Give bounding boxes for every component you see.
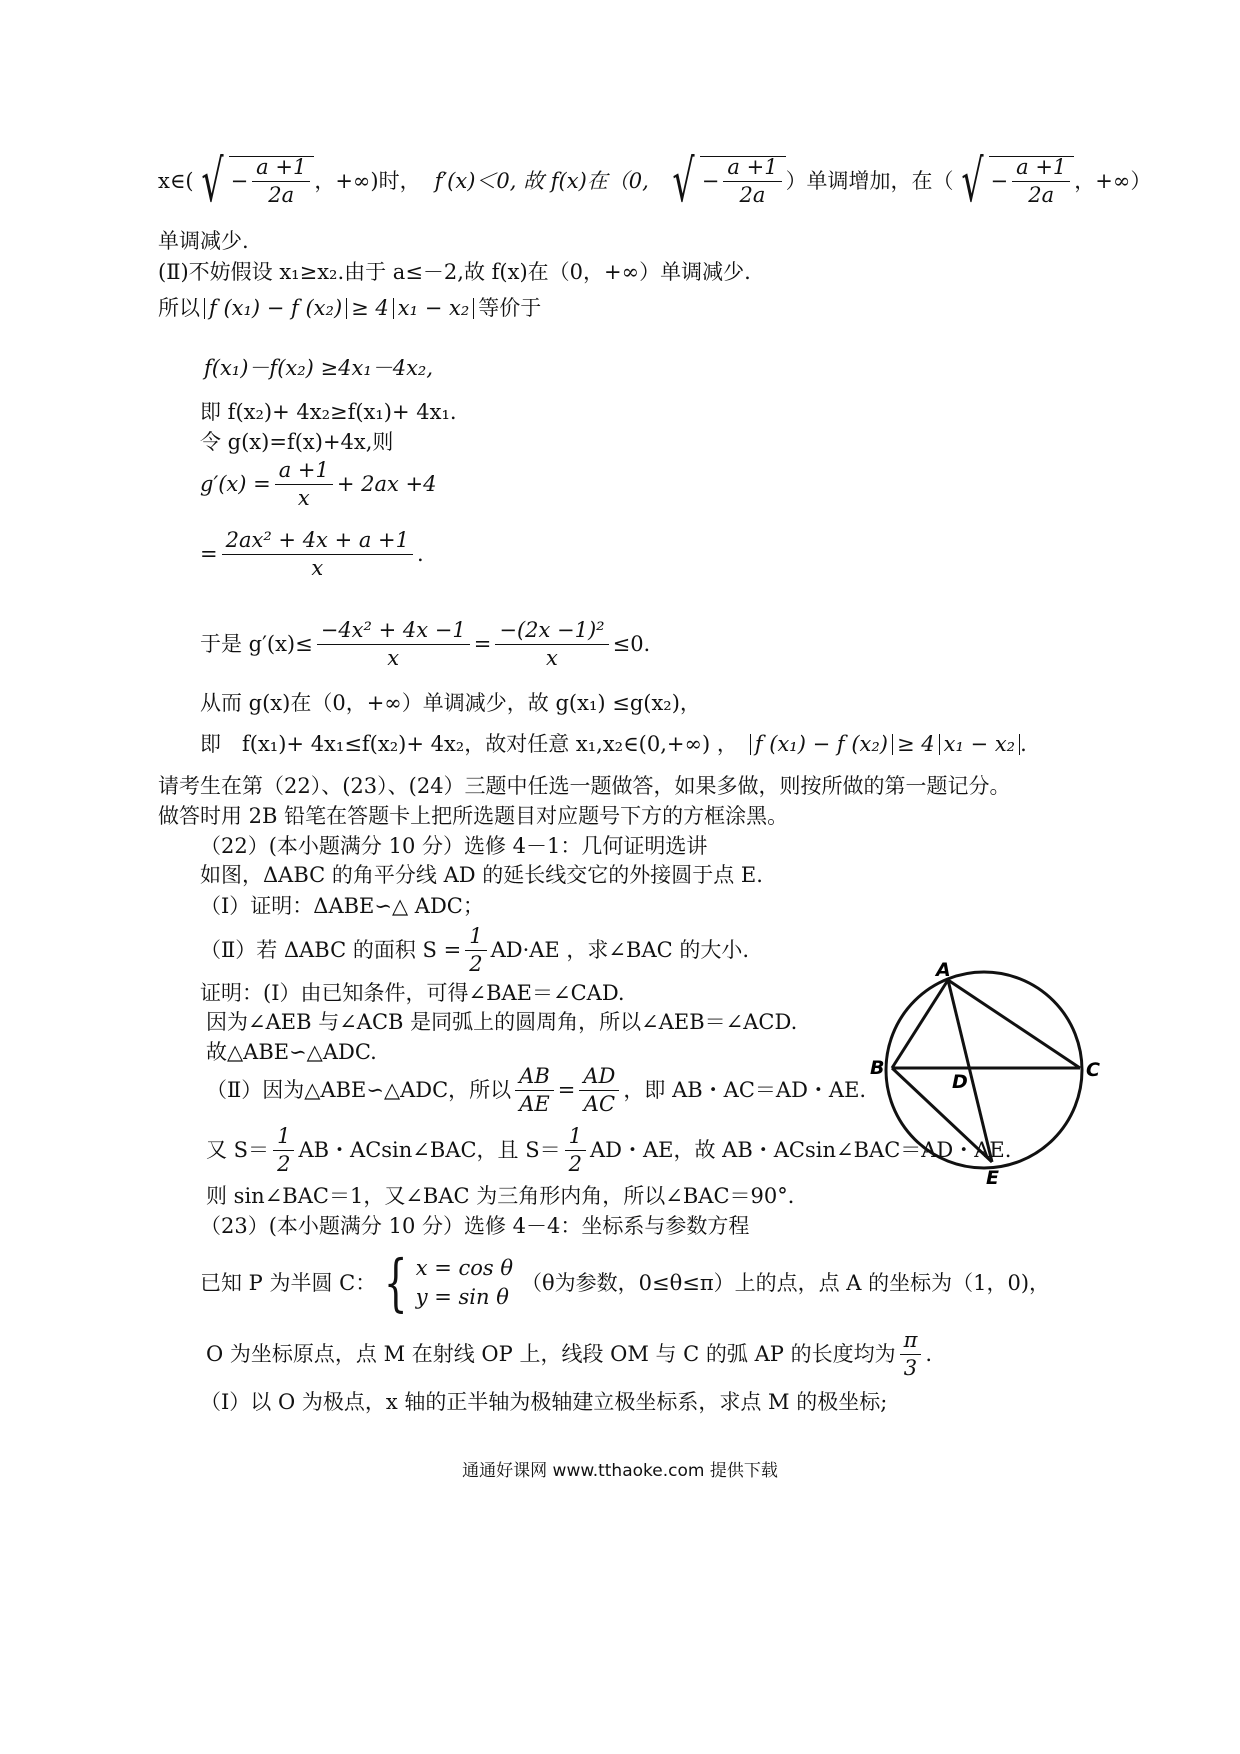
text-increasing: ）单调增加，在（ <box>785 168 954 193</box>
parametric-system: { x = cos θ y = sin θ <box>384 1246 513 1319</box>
equivalence-line: 所以 f (x₁) − f (x₂) ≥ 4 x₁ − x₂ 等价于 <box>158 296 542 320</box>
text-x-in: x∈( <box>158 168 194 193</box>
proof-ii-line-1: （Ⅱ）因为△ABE∽△ADC，所以 $\frac{AB}{AE}$ = $\frac{AD}{AC}$ ，即 AB・AC＝AD・AE. <box>206 1064 867 1116</box>
abs-x-diff: x₁ − x₂ <box>393 298 474 319</box>
segment-ac <box>948 980 1080 1068</box>
q22-statement: 如图，ΔABC 的角平分线 AD 的延长线交它的外接圆于点 E. <box>200 863 763 887</box>
text-decreasing: 单调减少. <box>158 229 249 253</box>
conclusion-line: 即 f(x₁)+ 4x₁≤f(x₂)+ 4x₂，故对任意 x₁,x₂∈(0,+∞) ， f (x₁) − f (x₂) ≥ 4 x₁ − x₂ . <box>200 732 1027 756</box>
circle-figure <box>856 952 1116 1192</box>
label-d: D <box>952 1071 968 1093</box>
sqrt-expression-3: √ − $\frac{a +1}{2a}$ <box>954 152 1075 210</box>
proof-ii-line-2: 又 S＝ $\frac{1}{2}$ AB・ACsin∠BAC，且 S＝ $\frac{1}{2}$ AD・AE，故 AB・ACsin∠BAC＝AD・AE. <box>206 1124 1012 1176</box>
circumcircle <box>886 972 1082 1168</box>
label-c: C <box>1086 1059 1100 1081</box>
q22-part-ii: （Ⅱ）若 ΔABC 的面积 S = $\frac{1}{2}$ AD·AE ，求∠BAC 的大小. <box>200 924 750 976</box>
sqrt-expression-1: √ − $\frac{a +1}{2a}$ <box>194 152 315 210</box>
inequality-line: f(x₁)－f(x₂) ≥4x₁－4x₂, <box>204 356 434 380</box>
proof-i-line-3: 故△ABE∽△ADC. <box>206 1040 377 1064</box>
instructions-2: 做答时用 2B 铅笔在答题卡上把所选题目对应题号下方的方框涂黑。 <box>158 804 789 828</box>
g-monotone-line: 从而 g(x)在（0，+∞）单调减少，故 g(x₁) ≤g(x₂)， <box>200 691 701 715</box>
q22-part-i: （Ⅰ）证明：ΔABE∽△ ADC； <box>200 894 484 918</box>
g-derivative-line: g′(x) = $\frac{a +1}{x}$ + 2ax +4 <box>200 458 437 510</box>
text-fprime-neg: f′(x)＜0, 故 f(x)在（0, <box>434 168 649 193</box>
segment-ab <box>892 980 948 1068</box>
segment-be <box>892 1068 992 1162</box>
q22-heading: （22）(本小题满分 10 分）选修 4－1：几何证明选讲 <box>200 834 708 858</box>
derivative-sign-line <box>158 147 1152 215</box>
proof-i-line-2: 因为∠AEB 与∠ACB 是同弧上的圆周角，所以∠AEB＝∠ACD. <box>206 1010 798 1034</box>
proof-i-line-1: 证明：(Ⅰ）由已知条件，可得∠BAE＝∠CAD. <box>200 981 625 1005</box>
g-derivative-bound: 于是 g′(x)≤ $\frac{\text{−4x² + 4x −1}}{x}$ = $\frac{\text{−(2x −1)²}}{x}$ ≤0. <box>200 618 651 670</box>
q23-statement-1: 已知 P 为半圆 C： { x = cos θ y = sin θ （θ为参数，0≤θ≤π）上的点，点 A 的坐标为（1，0)， <box>200 1246 1051 1319</box>
abs-f-diff: f (x₁) − f (x₂) <box>204 298 347 319</box>
page-footer: 通通好课网 www.tthaoke.com 提供下载 <box>462 1461 778 1481</box>
text-interval-3: ，+∞） <box>1074 168 1152 193</box>
proof-ii-line-3: 则 sin∠BAC＝1，又∠BAC 为三角形内角，所以∠BAC＝90°． <box>206 1184 809 1208</box>
text-interval-1: ，+∞)时， <box>314 168 421 193</box>
g-derivative-simplified: = $\frac{\text{2ax² + 4x + a +1}}{x}$ . <box>200 528 424 580</box>
q23-heading: （23）(本小题满分 10 分）选修 4－4：坐标系与参数方程 <box>200 1214 750 1238</box>
define-g-line: 令 g(x)=f(x)+4x,则 <box>200 430 394 454</box>
instructions-1: 请考生在第（22）、(23）、(24）三题中任选一题做答，如果多做，则按所做的第一题记分。 <box>158 774 1011 798</box>
label-a: A <box>936 959 951 981</box>
rearranged-line: 即 f(x₂)+ 4x₂≥f(x₁)+ 4x₁. <box>200 400 457 424</box>
label-e: E <box>986 1167 999 1189</box>
part-ii-assumption: (Ⅱ)不妨假设 x₁≥x₂.由于 a≤－2,故 f(x)在（0，+∞）单调减少. <box>158 260 751 284</box>
q23-statement-2: O 为坐标原点，点 M 在射线 OP 上，线段 OM 与 C 的弧 AP 的长度均为 $\frac{\pi}{3}$ . <box>206 1328 933 1380</box>
label-b: B <box>870 1057 885 1079</box>
q23-part-i: （Ⅰ）以 O 为极点，x 轴的正半轴为极轴建立极坐标系，求点 M 的极坐标; <box>200 1390 888 1414</box>
sqrt-expression-2: √ − $\frac{a +1}{2a}$ <box>665 152 786 210</box>
